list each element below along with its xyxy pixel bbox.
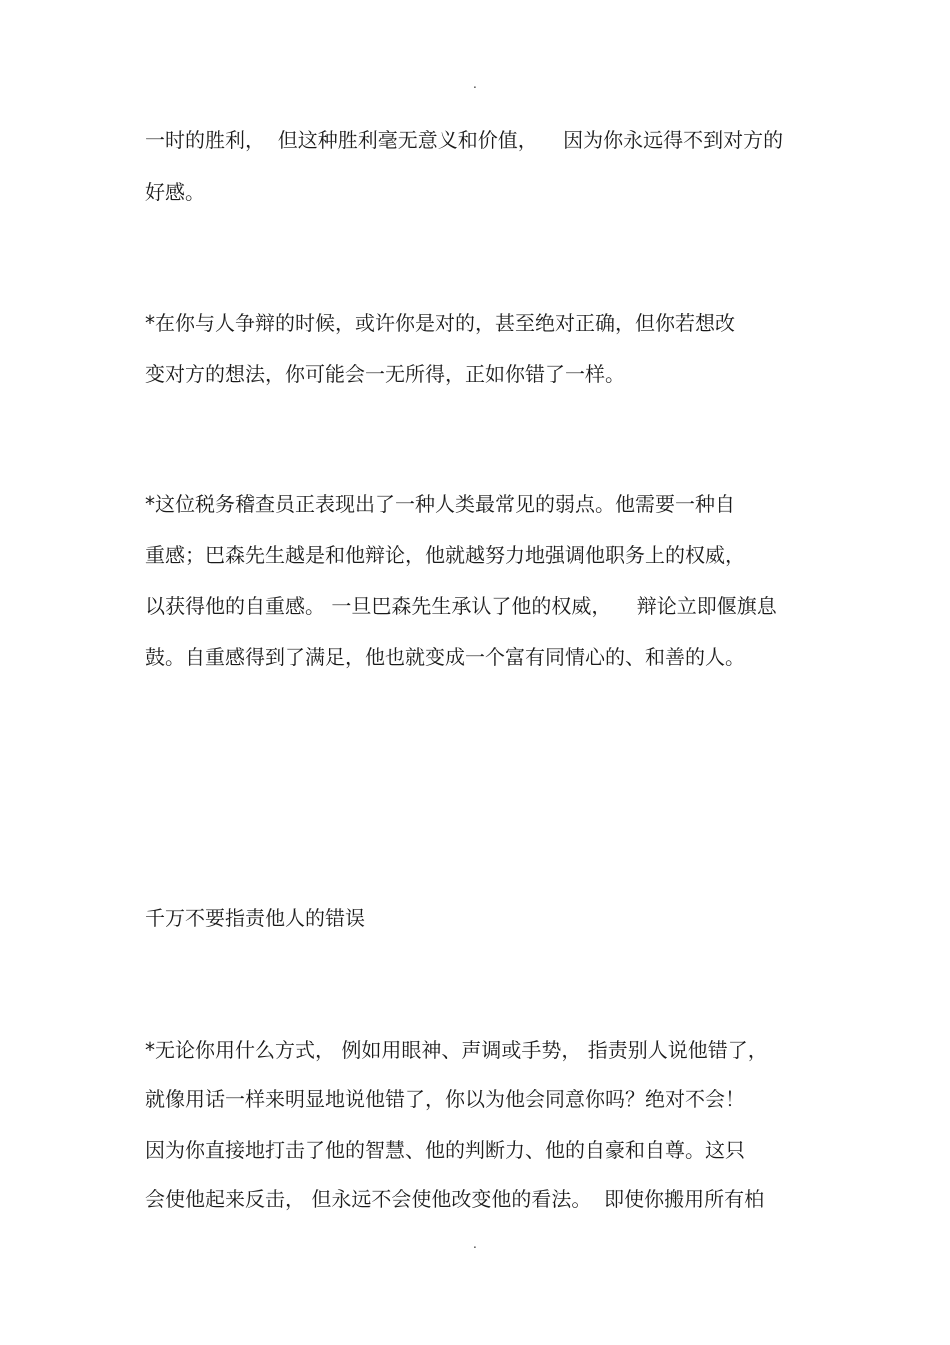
text-line: 鼓。自重感得到了满足，他也就变成一个富有同情心的、和善的人。	[145, 645, 745, 669]
text-line: *这位税务稽查员正表现出了一种人类最常见的弱点。他需要一种自	[145, 492, 735, 516]
text-line: 就像用话一样来明显地说他错了，你以为他会同意你吗？绝对不会！	[145, 1087, 745, 1111]
text-line: 好感。	[145, 180, 205, 204]
top-page-mark: .	[473, 77, 477, 91]
text-line: 会使他起来反击， 但永远不会使他改变他的看法。 即使你搬用所有柏	[145, 1187, 765, 1211]
text-line: 变对方的想法，你可能会一无所得，正如你错了一样。	[145, 362, 625, 386]
text-line: 重感；巴森先生越是和他辩论，他就越努力地强调他职务上的权威，	[145, 543, 745, 567]
text-line: 一时的胜利， 但这种胜利毫无意义和价值， 因为你永远得不到对方的	[145, 128, 784, 152]
bottom-page-mark: .	[473, 1237, 477, 1251]
text-line: *无论你用什么方式， 例如用眼神、声调或手势， 指责别人说他错了，	[145, 1038, 768, 1062]
text-line: 以获得他的自重感。 一旦巴森先生承认了他的权威， 辩论立即偃旗息	[145, 594, 777, 618]
section-heading: 千万不要指责他人的错误	[145, 906, 365, 930]
text-line: 因为你直接地打击了他的智慧、他的判断力、他的自豪和自尊。这只	[145, 1138, 745, 1162]
text-line: *在你与人争辩的时候，或许你是对的，甚至绝对正确，但你若想改	[145, 311, 735, 335]
